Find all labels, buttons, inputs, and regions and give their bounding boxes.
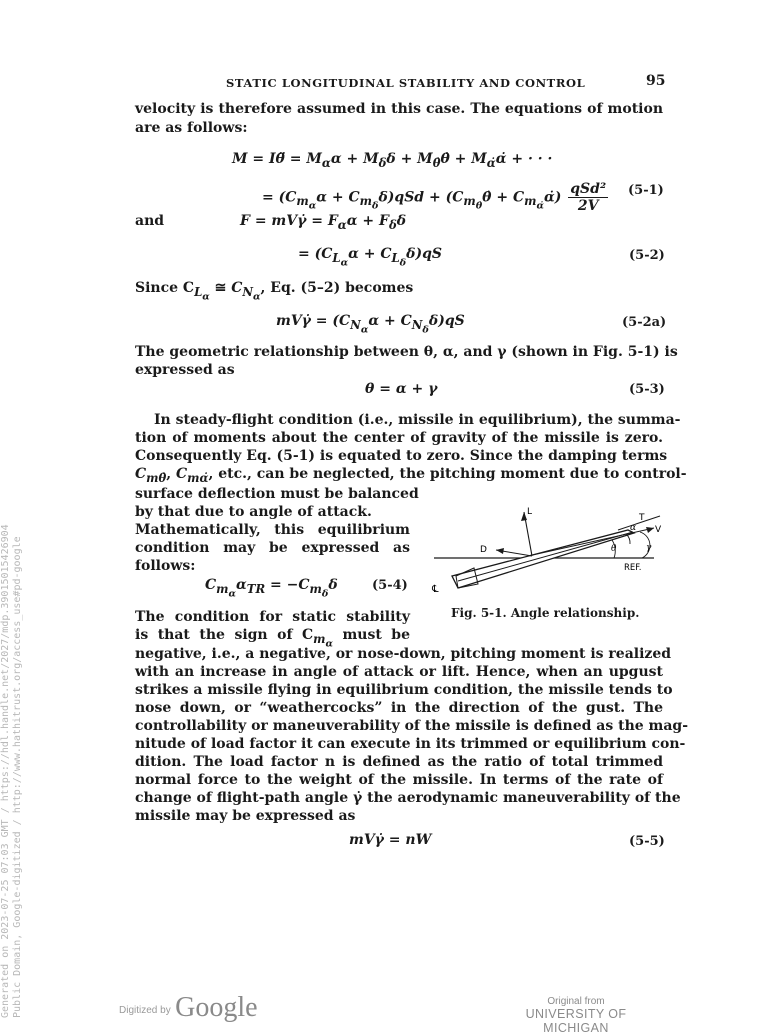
text-line: is that the sign of $C_{m_\alpha}$ must be: [135, 627, 410, 650]
equation-5-1-line2: = $(C_{m_\alpha}\alpha + C_{m_\delta}\delta)qSd$ + ($C_{m_{\thetȧ}}\thetȧ$ + $C_{m_{\alphȧ}}\alphȧ$) qSd² 2V: [262, 181, 607, 214]
label-centerline: ℄: [432, 584, 439, 595]
label-reference: REF.: [624, 563, 642, 573]
text-line: tion of moments about the center of gravity of the missile is zero.: [135, 430, 663, 446]
text-line: are as follows:: [135, 120, 248, 136]
drag-arrowhead: [496, 548, 504, 554]
text-line: controllability or maneuverability of the missile is defined as the mag-: [135, 718, 689, 734]
equation-5-5: mVγ̇ = nW: [349, 832, 432, 848]
label-thrust: T: [639, 513, 645, 523]
original-from: [496, 996, 656, 1035]
text-line: dition. The load factor n is defined as the ratio of total trimmed: [135, 754, 663, 770]
running-header: STATIC LONGITUDINAL STABILITY AND CONTROL: [226, 76, 586, 90]
equation-5-3: θ = α + γ: [365, 381, 438, 397]
digitized-by-label: Digitized by: [119, 1005, 171, 1016]
label-drag: D: [480, 545, 487, 555]
equation-5-2a: mVγ̇ = $(C_{N_\alpha}\alpha + C_{N_\delta}\delta)qS$: [276, 313, 465, 336]
text-line: by that due to angle of attack.: [135, 504, 372, 520]
equation-number: (5-1): [628, 183, 664, 198]
label-alpha: α: [630, 523, 637, 533]
equation-5-4: $C_{m_\alpha}\alpha_{TR} = -C_{m_\delta}\delta$: [205, 577, 338, 600]
equation-5-2-line1: F = mVγ̇ = $F_\alpha\alpha + F_\delta\delta$: [240, 213, 407, 232]
university-name: UNIVERSITY OF MICHIGAN: [525, 1007, 627, 1035]
label-velocity: V: [655, 525, 662, 535]
text-line: expressed as: [135, 362, 235, 378]
equation-number: (5-4): [372, 578, 408, 593]
text-line: negative, i.e., a negative, or nose-down, pitching moment is realized: [135, 646, 672, 662]
text-line: strikes a missile flying in equilibrium condition, the missile tends to: [135, 682, 673, 698]
equation-number: (5-2): [629, 248, 665, 263]
text-line: The condition for static stability: [135, 609, 410, 625]
page-number: 95: [646, 73, 666, 89]
text-line: In steady-flight condition (i.e., missile in equilibrium), the summa-: [154, 412, 681, 428]
google-logo: Google: [175, 992, 258, 1023]
text-line: Since $C_{L_\alpha}$ ≅ $C_{N_\alpha}$, Eq. (5–2) becomes: [135, 280, 414, 303]
text-line: with an increase in angle of attack or lift. Hence, when an upgust: [135, 664, 663, 680]
text-line: change of flight-path angle γ̇ the aerodynamic maneuverability of the: [135, 790, 681, 806]
equation-5-2-line2: = $(C_{L_\alpha}\alpha + C_{L_\delta}\delta)qS$: [298, 246, 443, 269]
missile-centerline: [458, 532, 633, 581]
text-line: and: [135, 213, 165, 229]
text-line: Mathematically, this equilibrium: [135, 522, 410, 538]
text-line: follows:: [135, 558, 196, 574]
equation-number: (5-5): [629, 834, 665, 849]
text-line: missile may be expressed as: [135, 808, 356, 824]
velocity-arrowhead: [646, 527, 654, 533]
equation-5-1-line1: M = Iθ̈ = $M_\alpha\alpha + M_\delta\delta$ + $M_{\thetȧ}\thetȧ$ + $M_{\alphȧ}\alphȧ$ + · · ·: [232, 151, 553, 170]
watermark-line: Public Domain, Google-digitized / http://www.hathitrust.org/access_use#pd-google: [12, 536, 23, 1018]
text-line: The geometric relationship between θ, α, and γ (shown in Fig. 5-1) is: [135, 344, 678, 360]
watermark-line: Generated on 2023-07-25 07:03 GMT / https://hdl.handle.net/2027/mdp.39015015426904: [0, 524, 11, 1018]
equation-number: (5-3): [629, 382, 665, 397]
hathitrust-watermark: [0, 468, 23, 1018]
text-line: surface deflection must be balanced: [135, 486, 419, 502]
label-lift: L: [527, 507, 533, 517]
text-line: Consequently Eq. (5-1) is equated to zero. Since the damping terms: [135, 448, 668, 464]
figure-caption: Fig. 5-1. Angle relationship.: [451, 606, 640, 620]
figure-angle-relationship: [428, 500, 666, 598]
text-line: normal force to the weight of the missile. In terms of the rate of: [135, 772, 663, 788]
label-theta: θ: [611, 544, 617, 554]
text-line: nitude of load factor it can execute in its trimmed or equilibrium con-: [135, 736, 686, 752]
equation-number: (5-2a): [622, 315, 667, 330]
digitized-by-google: [119, 992, 258, 1024]
text-line: condition may be expressed as: [135, 540, 410, 556]
text-line: nose down, or “weathercocks” in the direction of the gust. The: [135, 700, 663, 716]
label-gamma: γ: [646, 543, 652, 553]
text-line: $C_{m\thetȧ}$, $C_{m\alphȧ}$, etc., can be neglected, the pitching moment due to control-: [135, 466, 687, 485]
text-line: velocity is therefore assumed in this case. The equations of motion: [135, 101, 663, 117]
original-from-label: Original from: [547, 996, 605, 1007]
